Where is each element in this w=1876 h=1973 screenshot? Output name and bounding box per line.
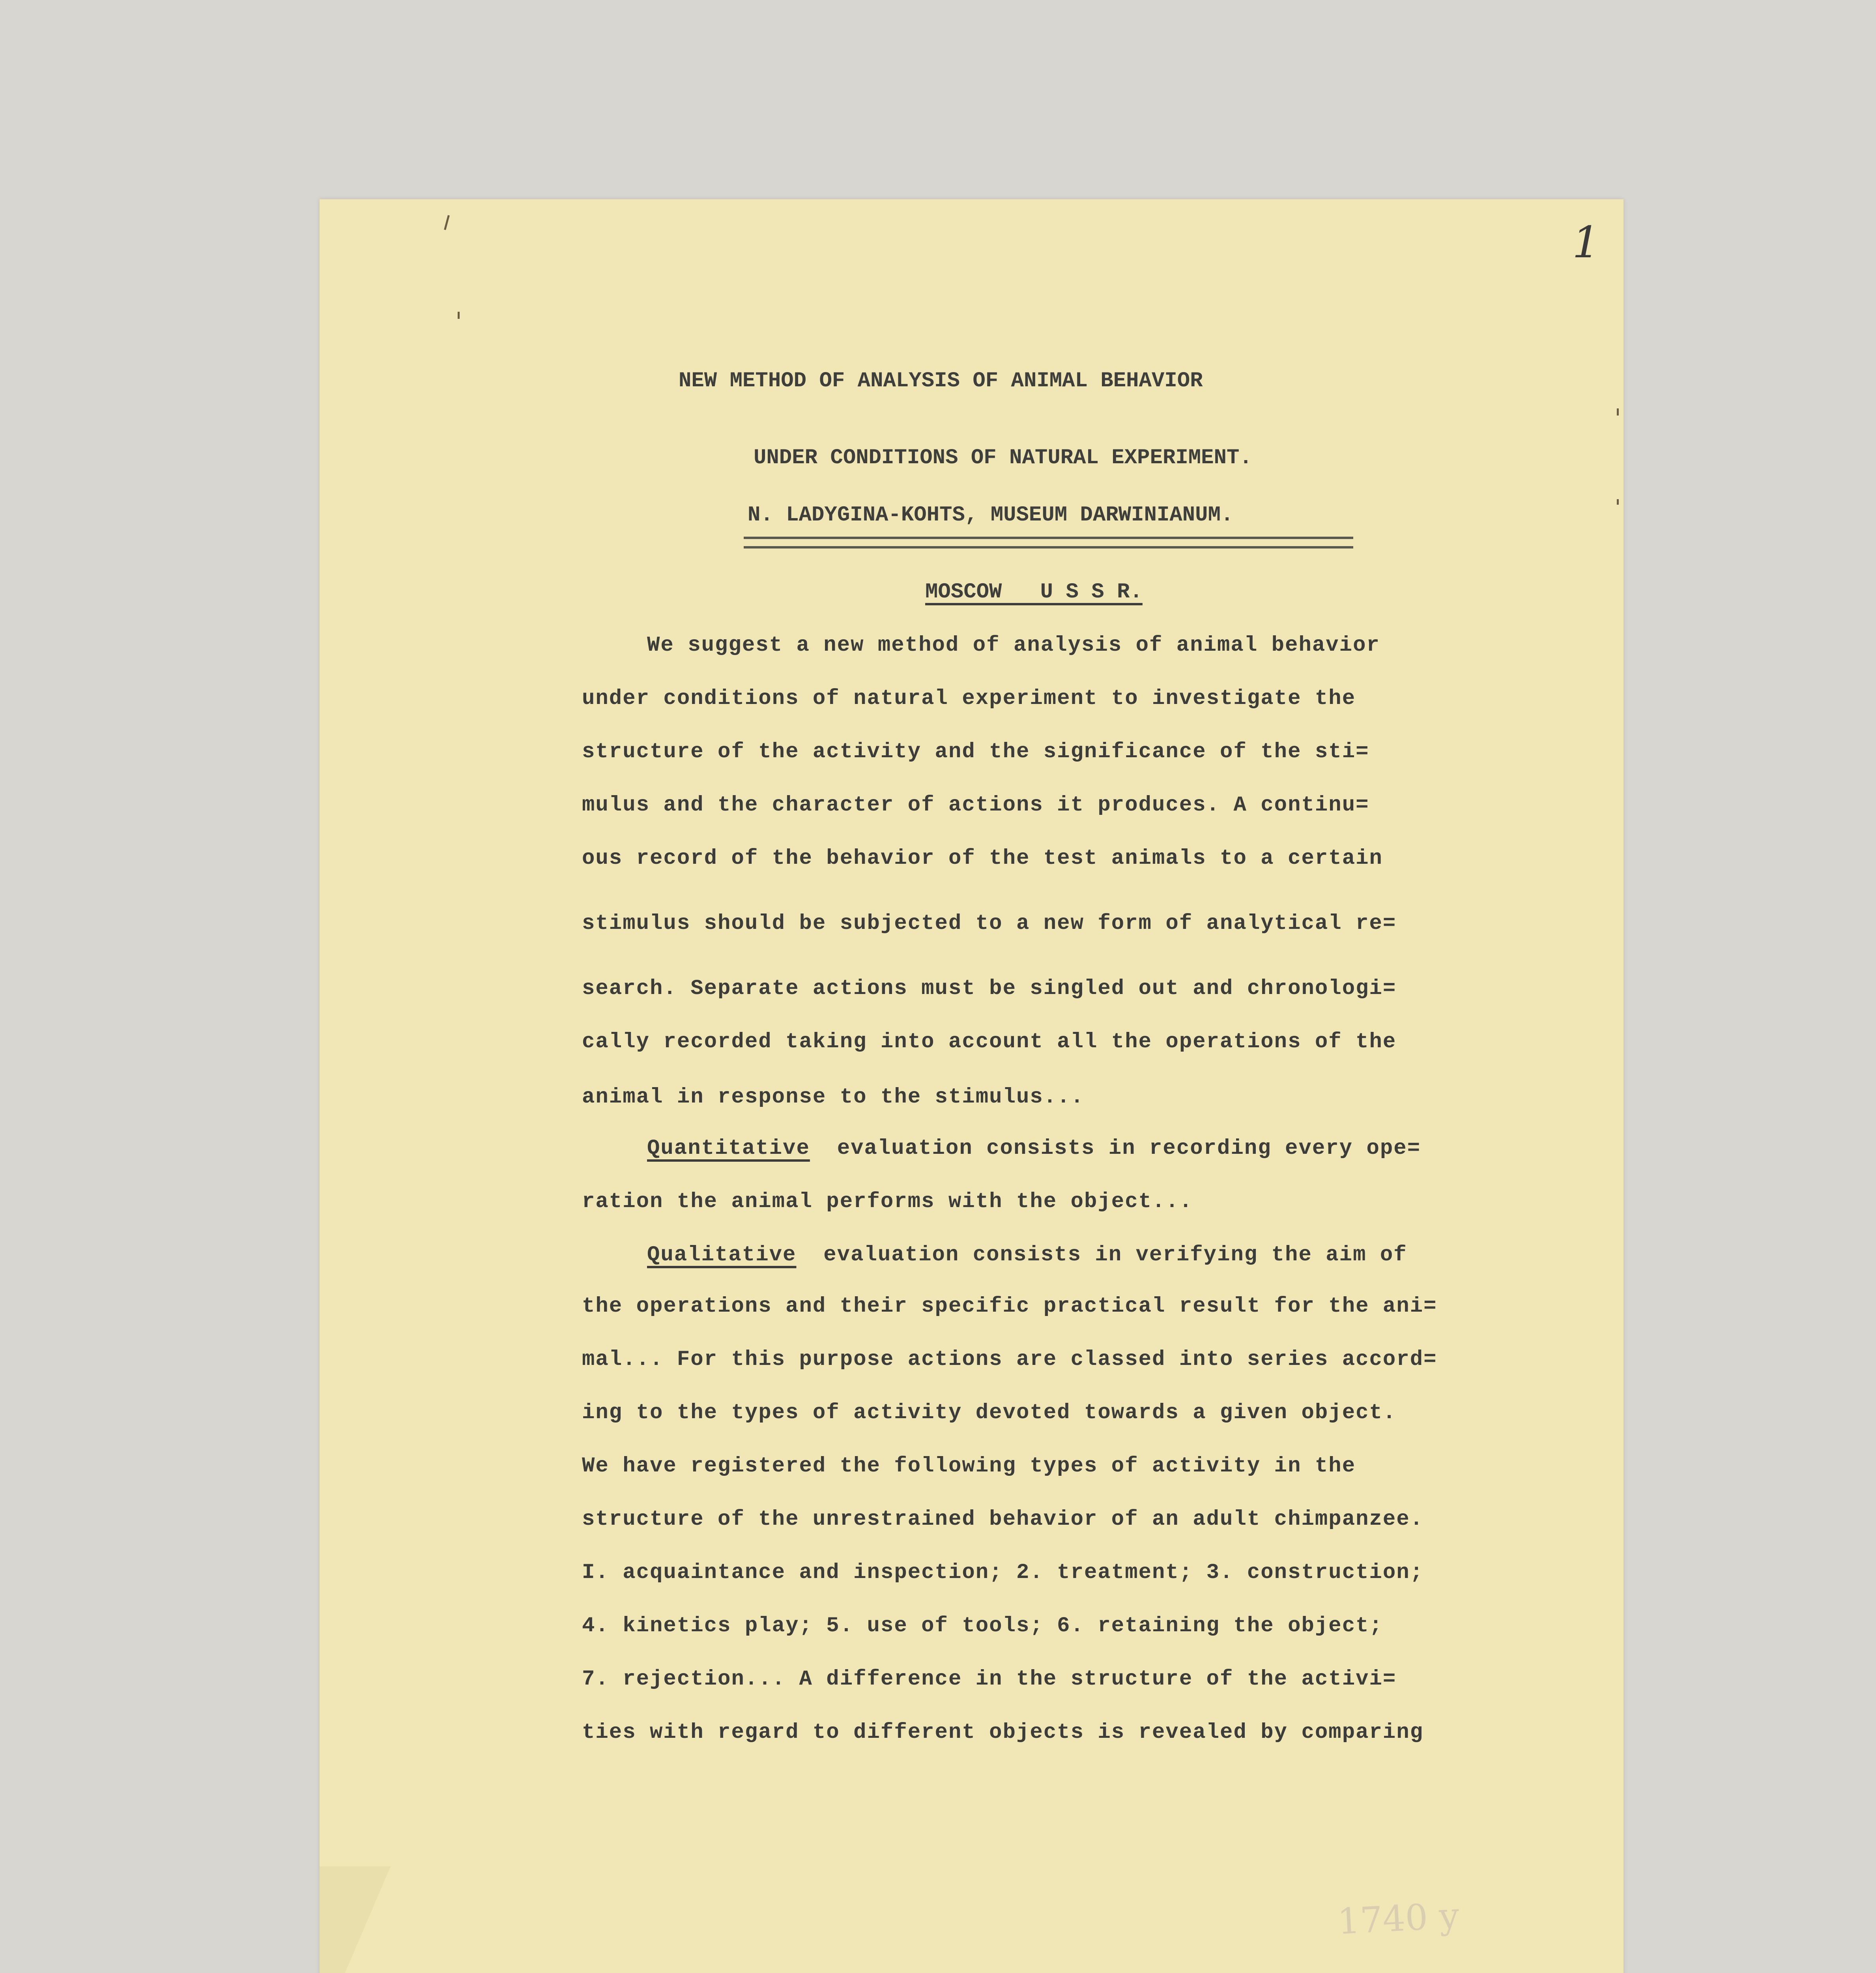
- title-line-2: UNDER CONDITIONS OF NATURAL EXPERIMENT.: [754, 446, 1252, 470]
- double-rule: [744, 537, 1353, 548]
- quantitative-paragraph-line: [647, 1136, 1421, 1161]
- paragraph-line: 4. kinetics play; 5. use of tools; 6. retaining the object;: [582, 1614, 1383, 1638]
- paragraph-line: mulus and the character of actions it produces. A continu=: [582, 793, 1369, 817]
- paragraph-line: mal... For this purpose actions are classed into series accord=: [582, 1348, 1437, 1372]
- quantitative-term: Quantitative: [647, 1136, 810, 1161]
- qualitative-term: Qualitative: [647, 1243, 797, 1267]
- paragraph-line: We have registered the following types of activity in the: [582, 1454, 1356, 1478]
- margin-mark: [458, 312, 460, 319]
- paragraph-line: ing to the types of activity devoted towards a given object.: [582, 1401, 1397, 1425]
- folded-corner: [320, 1866, 391, 1973]
- paragraph-line: 7. rejection... A difference in the structure of the activi=: [582, 1667, 1397, 1691]
- paragraph-line: structure of the activity and the significance of the sti=: [582, 740, 1369, 764]
- paragraph-line: I. acquaintance and inspection; 2. treatment; 3. construction;: [582, 1561, 1424, 1585]
- paragraph-line: search. Separate actions must be singled out and chronologi=: [582, 977, 1397, 1001]
- paragraph-line: under conditions of natural experiment to investigate the: [582, 687, 1356, 711]
- faint-stamp: 1740 y: [1336, 1894, 1461, 1943]
- paragraph-line: We suggest a new method of analysis of animal behavior: [647, 633, 1380, 657]
- paragraph-line: stimulus should be subjected to a new form of analytical re=: [582, 912, 1397, 936]
- paragraph-line: ties with regard to different objects is revealed by comparing: [582, 1720, 1424, 1745]
- paragraph-line: cally recorded taking into account all the operations of the: [582, 1030, 1397, 1054]
- title-line-1: NEW METHOD OF ANALYSIS OF ANIMAL BEHAVIOR: [679, 369, 1203, 393]
- paragraph-line-text: evaluation consists in verifying the aim of: [823, 1243, 1407, 1267]
- location-line: MOSCOW U S S R.: [925, 580, 1143, 604]
- qualitative-paragraph-line: [647, 1243, 1407, 1267]
- paragraph-line: ous record of the behavior of the test animals to a certain: [582, 846, 1383, 870]
- margin-mark: [1617, 408, 1619, 416]
- author-line: N. LADYGINA-KOHTS, MUSEUM DARWINIANUM.: [748, 503, 1234, 527]
- page-number: 1: [1572, 217, 1600, 268]
- paragraph-line: the operations and their specific practical result for the ani=: [582, 1294, 1437, 1318]
- paragraph-line: structure of the unrestrained behavior of an adult chimpanzee.: [582, 1507, 1424, 1531]
- paragraph-line-text: evaluation consists in recording every ope=: [837, 1136, 1421, 1161]
- paragraph-line: animal in response to the stimulus...: [582, 1085, 1084, 1109]
- paragraph-line: ration the animal performs with the object...: [582, 1190, 1193, 1214]
